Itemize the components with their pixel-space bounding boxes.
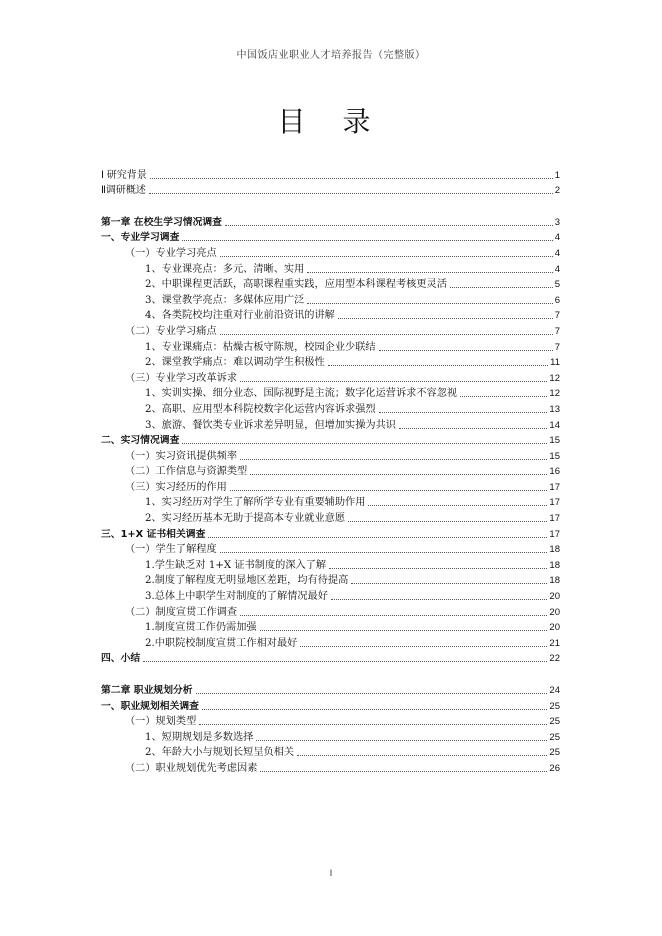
toc-entry-label: （二）专业学习痛点 bbox=[125, 325, 217, 337]
toc-entry-label: 3、课堂教学亮点：多媒体应用广泛 bbox=[145, 294, 305, 306]
toc-entry-label: 2、年龄大小与规划长短呈负相关 bbox=[145, 747, 295, 759]
toc-entry[interactable] bbox=[101, 166, 560, 182]
toc-entry-page: 7 bbox=[554, 325, 560, 337]
toc-entry-page: 24 bbox=[549, 685, 560, 696]
toc-leader-dots bbox=[220, 551, 548, 553]
toc-leader-dots bbox=[348, 520, 547, 522]
toc-leader-dots bbox=[202, 708, 547, 710]
toc-leader-dots bbox=[182, 239, 552, 241]
toc-leader-dots bbox=[307, 271, 552, 273]
toc-leader-dots bbox=[329, 567, 547, 569]
toc-entry-label: 四、小结 bbox=[101, 653, 141, 665]
toc-entry[interactable] bbox=[101, 728, 560, 744]
toc-leader-dots bbox=[240, 458, 547, 460]
toc-leader-dots bbox=[240, 380, 547, 382]
toc-entry-page: 17 bbox=[549, 481, 560, 493]
toc-leader-dots bbox=[460, 395, 547, 397]
toc-entry[interactable] bbox=[101, 556, 560, 572]
toc-entry-page: 1 bbox=[554, 169, 560, 181]
toc-entry[interactable] bbox=[101, 634, 560, 650]
toc-leader-dots bbox=[351, 582, 547, 584]
toc-entry[interactable] bbox=[101, 603, 560, 619]
toc-leader-dots bbox=[250, 473, 547, 475]
toc-entry-label: 一、职业规划相关调查 bbox=[101, 700, 199, 712]
toc-leader-dots bbox=[260, 629, 548, 631]
toc-entry-page: 20 bbox=[549, 622, 560, 634]
toc-entry-label: 2、中职课程更活跃，高职课程重实践，应用型本科课程考核更灵活 bbox=[145, 279, 447, 291]
toc-entry-label: 1、短期规划是多数选择 bbox=[145, 731, 254, 743]
toc-entry-page: 25 bbox=[549, 716, 560, 728]
toc-entry-page: 4 bbox=[554, 263, 560, 275]
toc-entry-label: 第二章 职业规划分析 bbox=[101, 685, 193, 696]
toc-entry-label: 1.制度宣贯工作仍需加强 bbox=[145, 622, 257, 634]
toc-leader-dots bbox=[208, 536, 547, 538]
toc-leader-dots bbox=[220, 333, 553, 335]
toc-entry-page: 16 bbox=[549, 466, 560, 478]
toc-leader-dots bbox=[368, 504, 547, 506]
toc-entry-label: Ⅱ调研概述 bbox=[101, 185, 146, 197]
toc-entry-page: 3 bbox=[554, 216, 560, 228]
toc-entry-page: 17 bbox=[549, 528, 560, 540]
running-header: 中国饭店业职业人才培养报告（完整版） bbox=[236, 50, 426, 61]
toc-entry-label: 一、专业学习调查 bbox=[101, 232, 180, 244]
toc-leader-dots bbox=[307, 302, 552, 304]
toc-entry[interactable] bbox=[101, 432, 560, 448]
toc-leader-dots bbox=[182, 442, 547, 444]
toc-entry[interactable] bbox=[101, 713, 560, 729]
toc-entry[interactable] bbox=[101, 463, 560, 479]
toc-entry[interactable] bbox=[101, 385, 560, 401]
toc-entry-page: 7 bbox=[554, 310, 560, 322]
toc-entry[interactable] bbox=[101, 447, 560, 463]
toc-entry-page: 12 bbox=[549, 388, 560, 400]
toc-entry-page: 20 bbox=[549, 606, 560, 618]
toc-leader-dots bbox=[149, 192, 553, 194]
toc-leader-dots bbox=[450, 286, 553, 288]
toc-leader-dots bbox=[379, 349, 553, 351]
toc-entry[interactable] bbox=[101, 509, 560, 525]
table-of-contents bbox=[101, 166, 560, 775]
toc-entry-label: 第一章 在校生学习情况调查 bbox=[101, 216, 222, 228]
toc-entry-page: 22 bbox=[549, 653, 560, 665]
toc-leader-dots bbox=[230, 489, 548, 491]
toc-entry-page: 21 bbox=[549, 637, 560, 649]
toc-entry-label: 三、1+X 证书相关调查 bbox=[101, 528, 206, 540]
toc-entry-page: 18 bbox=[549, 575, 560, 587]
toc-entry[interactable] bbox=[101, 244, 560, 260]
page-number: I bbox=[329, 868, 333, 878]
toc-entry[interactable] bbox=[101, 478, 560, 494]
toc-entry[interactable] bbox=[101, 759, 560, 775]
toc-entry-label: （三）实习经历的作用 bbox=[125, 481, 227, 493]
toc-entry-label: Ⅰ 研究背景 bbox=[101, 169, 147, 181]
toc-entry-page: 20 bbox=[549, 591, 560, 603]
toc-entry[interactable] bbox=[101, 416, 560, 432]
toc-entry[interactable] bbox=[101, 587, 560, 603]
toc-spacer bbox=[101, 665, 560, 681]
toc-entry[interactable] bbox=[101, 229, 560, 245]
toc-entry[interactable] bbox=[101, 697, 560, 713]
toc-entry-label: （一）实习资讯提供频率 bbox=[125, 450, 238, 462]
toc-entry[interactable] bbox=[101, 322, 560, 338]
toc-entry-page: 14 bbox=[549, 419, 560, 431]
toc-leader-dots bbox=[196, 692, 548, 694]
toc-entry-page: 18 bbox=[549, 544, 560, 556]
toc-leader-dots bbox=[225, 224, 553, 226]
toc-entry-page: 26 bbox=[549, 762, 560, 774]
toc-leader-dots bbox=[220, 255, 553, 257]
toc-entry-page: 15 bbox=[549, 435, 560, 447]
toc-entry-page: 25 bbox=[549, 747, 560, 759]
toc-entry-page: 25 bbox=[549, 700, 560, 712]
toc-entry-page: 17 bbox=[549, 497, 560, 509]
toc-entry-page: 4 bbox=[554, 232, 560, 244]
toc-entry-page: 15 bbox=[549, 450, 560, 462]
toc-entry-page: 17 bbox=[549, 513, 560, 525]
toc-leader-dots bbox=[338, 317, 553, 319]
toc-leader-dots bbox=[379, 411, 548, 413]
toc-entry[interactable] bbox=[101, 213, 560, 229]
toc-leader-dots bbox=[297, 754, 547, 756]
toc-entry-label: 2、课堂教学痛点：难以调动学生积极性 bbox=[145, 357, 325, 369]
toc-entry-page: 25 bbox=[549, 731, 560, 743]
toc-entry[interactable] bbox=[101, 260, 560, 276]
toc-entry-page: 11 bbox=[550, 357, 560, 369]
toc-leader-dots bbox=[328, 364, 548, 366]
toc-leader-dots bbox=[331, 598, 548, 600]
toc-entry-page: 6 bbox=[554, 294, 560, 306]
toc-entry[interactable] bbox=[101, 276, 560, 292]
toc-entry-label: 1.学生缺乏对 1+X 证书制度的深入了解 bbox=[145, 559, 327, 571]
toc-entry-page: 12 bbox=[549, 372, 560, 384]
toc-entry[interactable] bbox=[101, 338, 560, 354]
toc-entry[interactable] bbox=[101, 400, 560, 416]
toc-entry[interactable] bbox=[101, 494, 560, 510]
toc-leader-dots bbox=[300, 645, 547, 647]
toc-entry-page: 5 bbox=[554, 279, 560, 291]
toc-entry-label: （三）专业学习改革诉求 bbox=[125, 372, 238, 384]
toc-entry-label: 二、实习情况调查 bbox=[101, 435, 180, 447]
toc-entry-label: （一）学生了解程度 bbox=[125, 544, 217, 556]
toc-entry[interactable] bbox=[101, 619, 560, 635]
toc-entry-page: 7 bbox=[554, 341, 560, 353]
toc-entry-label: 2.中职院校制度宣贯工作相对最好 bbox=[145, 637, 298, 649]
toc-entry-label: 1、实习经历对学生了解所学专业有重要辅助作用 bbox=[145, 497, 366, 509]
toc-entry[interactable] bbox=[101, 681, 560, 697]
toc-entry-page: 18 bbox=[549, 559, 560, 571]
toc-entry[interactable] bbox=[101, 354, 560, 370]
toc-entry-label: 2、实习经历基本无助于提高本专业就业意愿 bbox=[145, 513, 346, 525]
toc-entry[interactable] bbox=[101, 369, 560, 385]
toc-entry[interactable] bbox=[101, 525, 560, 541]
toc-entry[interactable] bbox=[101, 182, 560, 198]
toc-entry-label: 2、高职、应用型本科院校数字化运营内容诉求强烈 bbox=[145, 403, 376, 415]
toc-entry[interactable] bbox=[101, 572, 560, 588]
toc-leader-dots bbox=[399, 427, 547, 429]
toc-entry-label: （一）规划类型 bbox=[125, 716, 197, 728]
toc-entry-label: 3.总体上中职学生对制度的了解情况最好 bbox=[145, 591, 328, 603]
toc-entry-label: （二）职业规划优先考虑因素 bbox=[125, 762, 258, 774]
toc-leader-dots bbox=[240, 614, 547, 616]
toc-entry-label: （二）制度宣贯工作调查 bbox=[125, 606, 238, 618]
toc-entry-label: 3、旅游、餐饮类专业诉求差异明显，但增加实操为共识 bbox=[145, 419, 396, 431]
toc-entry-label: （一）专业学习亮点 bbox=[125, 247, 217, 259]
toc-entry-label: 1、专业课亮点：多元、清晰、实用 bbox=[145, 263, 305, 275]
toc-entry[interactable] bbox=[101, 541, 560, 557]
toc-leader-dots bbox=[199, 723, 547, 725]
toc-entry-label: 2.制度了解程度无明显地区差距，均有待提高 bbox=[145, 575, 349, 587]
toc-entry[interactable] bbox=[101, 650, 560, 666]
toc-entry[interactable] bbox=[101, 291, 560, 307]
toc-entry[interactable] bbox=[101, 744, 560, 760]
toc-entry-page: 4 bbox=[554, 247, 560, 259]
toc-entry-label: 4、各类院校均注重对行业前沿资讯的讲解 bbox=[145, 310, 335, 322]
toc-spacer bbox=[101, 197, 560, 213]
toc-leader-dots bbox=[150, 177, 553, 179]
toc-leader-dots bbox=[260, 770, 547, 772]
toc-entry-page: 2 bbox=[554, 185, 560, 197]
toc-entry-label: （二）工作信息与资源类型 bbox=[125, 466, 248, 478]
toc-leader-dots bbox=[143, 660, 547, 662]
toc-entry-page: 13 bbox=[549, 403, 560, 415]
toc-entry[interactable] bbox=[101, 307, 560, 323]
page-title: 目 录 bbox=[277, 105, 385, 138]
toc-entry-label: 1、专业课痛点：枯燥古板守陈规，校园企业少联结 bbox=[145, 341, 376, 353]
toc-entry-label: 1、实训实操、细分业态、国际视野是主流；数字化运营诉求不容忽视 bbox=[145, 388, 458, 400]
toc-leader-dots bbox=[256, 739, 547, 741]
